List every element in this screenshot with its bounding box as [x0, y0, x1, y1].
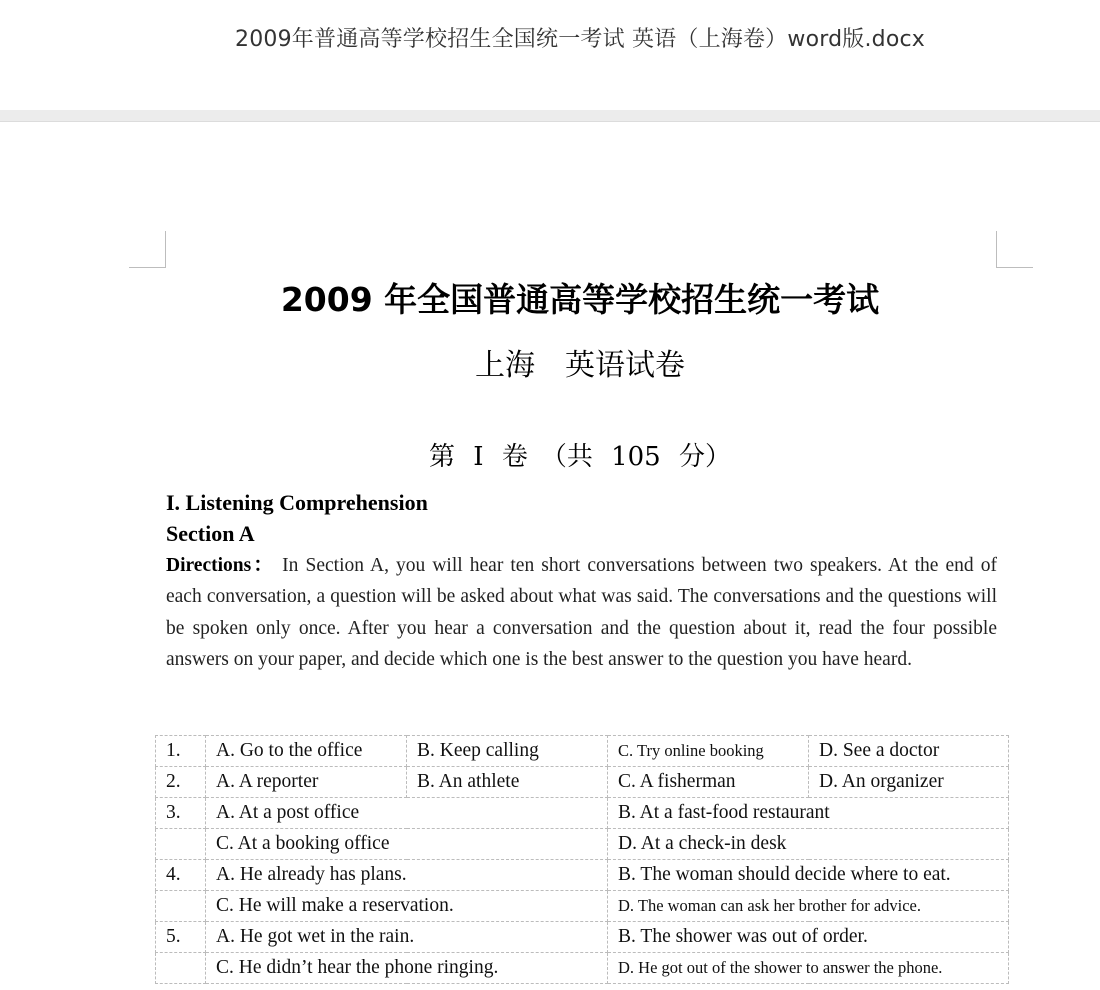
margin-corner-marker-right — [996, 231, 1033, 268]
question-number: 4. — [156, 860, 206, 891]
margin-corner-marker-left — [129, 231, 166, 268]
question-number-blank — [156, 953, 206, 984]
table-row — [156, 767, 1009, 798]
table-row — [156, 736, 1009, 767]
option-b: B. An athlete — [407, 767, 608, 798]
option-b: B. At a fast-food restaurant — [608, 798, 1009, 829]
question-number: 2. — [156, 767, 206, 798]
paper-heading: 第 I 卷 （共 105 分） — [429, 442, 731, 472]
exam-subtitle: 上海 英语试卷 — [475, 348, 685, 383]
document-filename: 2009年普通高等学校招生全国统一考试 英语（上海卷）word版.docx — [235, 27, 925, 52]
option-a: A. He got wet in the rain. — [206, 922, 608, 953]
table-row — [156, 891, 1009, 922]
table-row — [156, 798, 1009, 829]
table-row — [156, 953, 1009, 984]
option-c: C. He didn’t hear the phone ringing. — [206, 953, 608, 984]
option-c: C. He will make a reservation. — [206, 891, 608, 922]
table-row — [156, 860, 1009, 891]
question-number-blank — [156, 891, 206, 922]
option-a: A. A reporter — [206, 767, 407, 798]
table-row — [156, 922, 1009, 953]
option-a: A. Go to the office — [206, 736, 407, 767]
option-d: D. At a check-in desk — [608, 829, 1009, 860]
option-c: C. Try online booking — [608, 736, 809, 767]
option-a: A. He already has plans. — [206, 860, 608, 891]
directions-paragraph — [166, 550, 997, 675]
section-heading: Section A — [166, 521, 255, 546]
option-d: D. An organizer — [809, 767, 1009, 798]
option-a: A. At a post office — [206, 798, 608, 829]
option-d: D. He got out of the shower to answer the phone. — [608, 953, 1009, 984]
option-c: C. At a booking office — [206, 829, 608, 860]
option-c: C. A fisherman — [608, 767, 809, 798]
answer-options-table — [155, 735, 1009, 984]
question-number-blank — [156, 829, 206, 860]
option-b: B. The woman should decide where to eat. — [608, 860, 1009, 891]
option-b: B. Keep calling — [407, 736, 608, 767]
exam-title: 2009 年全国普通高等学校招生统一考试 — [280, 280, 880, 319]
option-b: B. The shower was out of order. — [608, 922, 1009, 953]
option-d: D. The woman can ask her brother for advice. — [608, 891, 1009, 922]
part-heading: I. Listening Comprehension — [166, 490, 428, 515]
question-number: 1. — [156, 736, 206, 767]
question-number: 3. — [156, 798, 206, 829]
option-d: D. See a doctor — [809, 736, 1009, 767]
question-number: 5. — [156, 922, 206, 953]
page-separator — [0, 110, 1100, 122]
directions-label: Directions： — [166, 555, 276, 576]
table-row — [156, 829, 1009, 860]
document-page[interactable] — [0, 122, 1100, 990]
title-bar — [0, 0, 1100, 110]
directions-text: In Section A, you will hear ten short conversations between two speakers. At the end of each conversation, a question will be asked about what was said. The conversations and the questions will be spoken only once. After you hear a conversation and the question about it, read the four possible answers on your paper, and decide which one is the best answer to the question you have heard. — [166, 555, 997, 670]
